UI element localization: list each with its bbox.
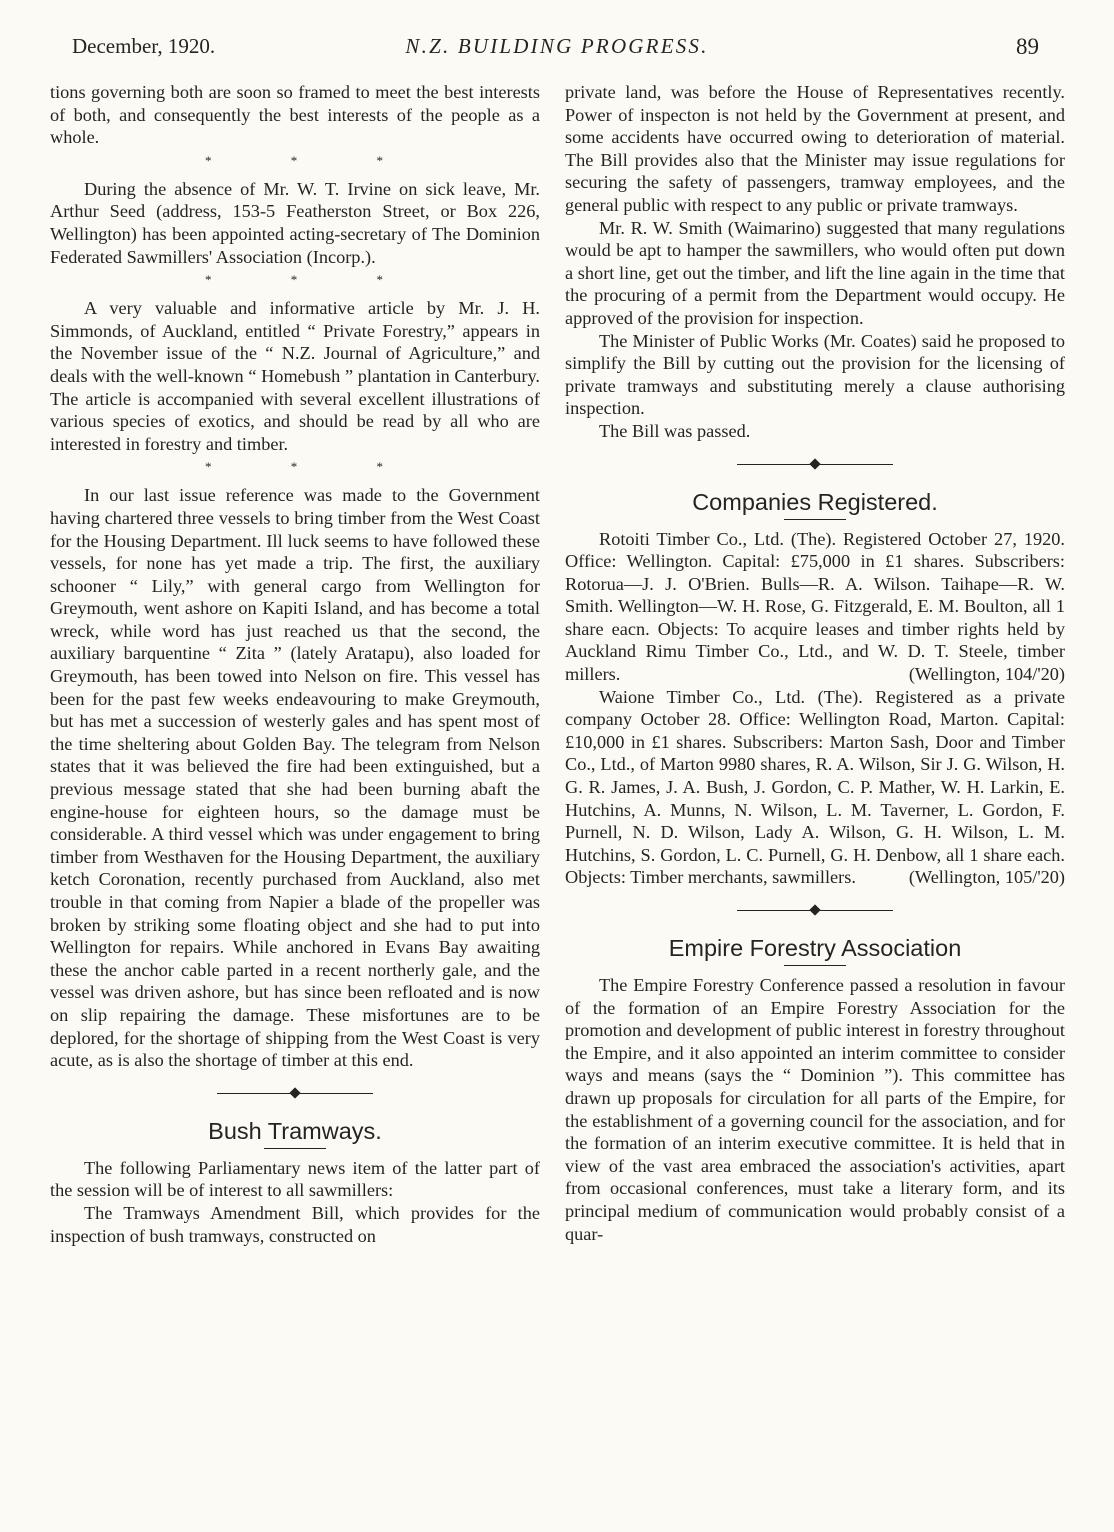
- section-heading-bush-tramways: Bush Tramways.: [208, 1117, 382, 1144]
- issue-date: December, 1920.: [72, 34, 216, 58]
- ornamental-divider: [565, 453, 1065, 477]
- heading-underline: [784, 965, 846, 966]
- paragraph-smith: Mr. R. W. Smith (Waimarino) suggested that many regulations would be apt to hamper the sawmillers, who would often put down a short line, get out the timber, and lift the line again in the time that the procuring of a permit from the Department would occupy. He approved of the provision for inspection.: [565, 217, 1065, 328]
- paragraph-bush-intro: The following Parliamentary news item of the latter part of the session will be of interest to all sawmillers:: [50, 1157, 540, 1201]
- left-column: [50, 81, 540, 1247]
- paragraph-forestry-article: A very valuable and informative article by Mr. J. H. Simmonds, of Auckland, entitled “ Private Forestry,” appears in the November issue of the “ N.Z. Journal of Agriculture,” and deals with the well-known “ Homebush ” plantation in Canterbury. The article is accompanied with several excellent illustrations of various species of exotics, and should be read by all who are interested in forestry and timber.: [50, 298, 540, 454]
- ornamental-divider: [565, 899, 1065, 923]
- right-column: [565, 81, 1065, 1245]
- section-heading-companies: Companies Registered.: [692, 488, 938, 515]
- heading-underline: [784, 519, 846, 520]
- paragraph-coates: The Minister of Public Works (Mr. Coates) said he proposed to simplify the Bill by cutting out the provision for the licensing of private tramways and substituting merely a clause authorising inspection.: [565, 330, 1065, 419]
- paragraph-secretary: During the absence of Mr. W. T. Irvine on sick leave, Mr. Arthur Seed (address, 153-5 Featherston Street, or Box 226, Wellington) has been appointed acting-secretary of The Dominion Federated Sawmillers' Association (Incorp.).: [50, 178, 540, 267]
- company-entry-waione: [565, 686, 1065, 889]
- company-text: Waione Timber Co., Ltd. (The). Registered as a private company October 28. Office: Wellington Road, Marton. Capital: £10,000 in £1 shares. Subscribers: Marton Sash, Door and Timber Co., Ltd., of Marton 9980 shares, R. A. Wilson, Sir J. G. Wilson, H. G. R. James, J. A. Bush, J. Gordon, C. P. Mather, W. H. Larkin, E. Hutchins, A. Munns, N. Wilson, L. M. Taverner, L. Gordon, F. Purnell, N. D. Wilson, Lady A. Wilson, G. H. Wilson, L. M. Hutchins, S. Gordon, L. C. Purnell, G. H. Denbow, all 1 share each. Objects: Timber merchants, sawmillers.: [565, 686, 1065, 888]
- paragraph-bill-continued: private land, was before the House of Representatives recently. Power of inspecton is not held by the Government at present, and some accidents have occurred owing to deterioration of material. The Bill provides also that the Minister may issue regulations for securing the safety of passengers, tramway employees, and the general public with respect to any public or private tramways.: [565, 82, 1065, 215]
- page-number: 89: [1016, 34, 1039, 59]
- paragraph-governing: tions governing both are soon so framed to meet the best interests of both, and consequently the best interests of the people as a whole.: [50, 82, 540, 148]
- company-reference: (Wellington, 105/'20): [908, 867, 1065, 888]
- company-entry-rotoiti: [565, 528, 1065, 686]
- paragraph-bush-bill: The Tramways Amendment Bill, which provides for the inspection of bush tramways, constructed on: [50, 1202, 540, 1246]
- section-separator-stars: * * *: [205, 152, 421, 168]
- publication-title: N.Z. BUILDING PROGRESS.: [405, 34, 709, 58]
- paragraph-vessels: In our last issue reference was made to the Government having chartered three vessels to bring timber from the West Coast for the Housing Department. Ill luck seems to have followed these vessels, for none has yet made a trip. The first, the auxiliary schooner “ Lily,” with general cargo from Wellington for Greymouth, went ashore on Kapiti Island, and has become a total wreck, while word has just reached us that the second, the auxiliary barquentine “ Zita ” (lately Aratapu), also loaded for Greymouth, has been towed into Nelson on fire. This vessel has been for the past few weeks endeavouring to make Greymouth, but has met a succession of westerly gales and has spent most of the time sheltering about Golden Bay. The telegram from Nelson states that it was believed the fire had been extinguished, but a previous message stated that she had been burning abaft the engine-house for eighteen hours, so the damage must be considerable. A third vessel which was under engagement to bring timber from Westhaven for the Housing Department, the auxiliary ketch Coronation, recently purchased from Auckland, also met trouble in that coming from Napier a blade of the propeller was broken by striking some floating object and she had to put into Wellington for repairs. While anchored in Evans Bay awaiting these the anchor cable parted in a recent northerly gale, and the vessel was driven ashore, but has since been refloated and is now on slip repairing the damage. These misfortunes are to be deplored, for the shortage of shipping from the West Coast is very acute, as is also the shortage of timber at this end.: [50, 485, 540, 1071]
- paragraph-bill-passed: The Bill was passed.: [599, 420, 751, 441]
- section-heading-empire-forestry: Empire Forestry Association: [668, 935, 962, 961]
- section-separator-stars: * * *: [205, 272, 421, 288]
- company-text: Rotoiti Timber Co., Ltd. (The). Registered October 27, 1920. Office: Wellington. Capital: £75,000 in £1 shares. Subscribers: Rotorua—J. J. O'Brien. Bulls—R. A. Wilson. Taihape—R. W. Smith. Wellington—W. H. Rose, G. Fitzgerald, E. M. Boulton, all 1 share eacn. Objects: To acquire leases and timber rights held by Auckland Rimu Timber Co., Ltd., and W. D. T. Steele, timber millers.: [565, 528, 1065, 685]
- company-reference: (Wellington, 104/'20): [908, 664, 1065, 685]
- ornamental-divider: [50, 1082, 540, 1106]
- paragraph-empire-forestry: The Empire Forestry Conference passed a resolution in favour of the formation of an Empire Forestry Association for the promotion and development of public interest in forestry throughout the Empire, and it also appointed an interim committee to consider ways and means (says the “ Dominion ”). This committee has drawn up proposals for circulation for all parts of the Empire, for the establishment of a governing council for the association, and for the formation of an interim executive committee. It is held that in view of the vast area embraced the association's activities, apart from occasional conferences, must take a literary form, and its principal medium of communication would probably consist of a quar-: [565, 975, 1065, 1244]
- heading-underline: [264, 1148, 326, 1149]
- section-separator-stars: * * *: [205, 459, 421, 475]
